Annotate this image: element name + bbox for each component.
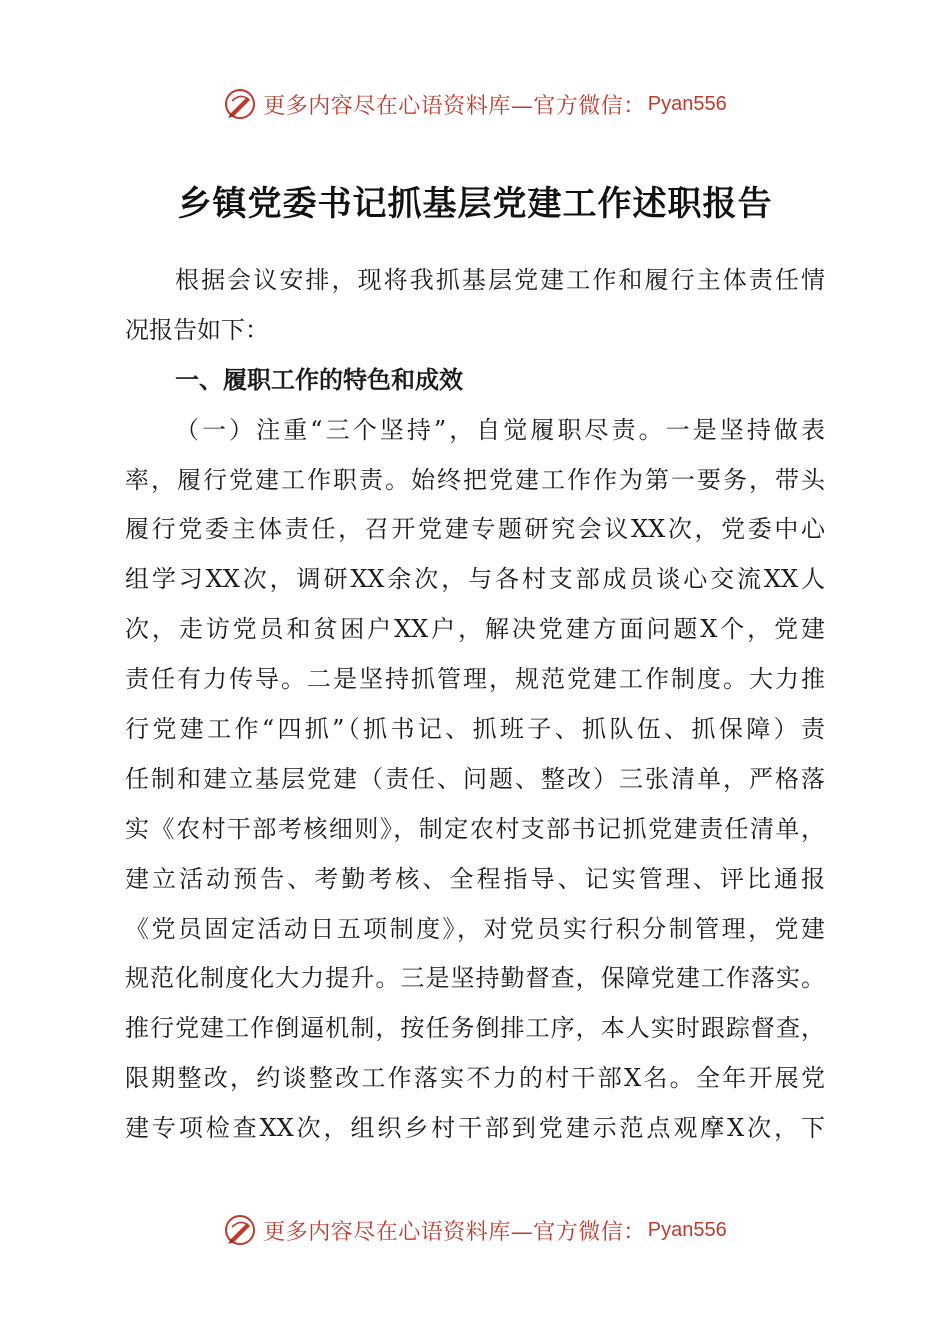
paragraph-line: 限期整改，约谈整改工作落实不力的村干部X名。全年开展党 [125,1064,825,1093]
pen-logo-icon [223,1213,257,1247]
paragraph-line: 建专项检查XX次，组织乡村干部到党建示范点观摩X次，下 [125,1114,825,1143]
paragraph-line: 次，走访党员和贫困户XX户，解决党建方面问题X个，党建 [125,615,825,644]
intro-line: 根据会议安排，现将我抓基层党建工作和履行主体责任情 [175,266,825,294]
paragraph-line: 履行党委主体责任，召开党建专题研究会议XX次，党委中心 [125,515,825,544]
paragraph-line: 规范化制度化大力提升。三是坚持勤督查，保障党建工作落实。 [125,964,825,993]
document-title: 乡镇党委书记抓基层党建工作述职报告 [177,184,773,224]
watermark-wechat-id: Pyan556 [647,1218,727,1241]
paragraph-line: 责任有力传导。二是坚持抓管理，规范党建工作制度。大力推 [125,665,825,694]
paragraph-line: （一）注重“三个坚持”，自觉履职尽责。一是坚持做表 [175,415,825,444]
paragraph-line: 《党员固定活动日五项制度》，对党员实行积分制管理，党建 [125,914,825,943]
paragraph-line: 推行党建工作倒逼机制，按任务倒排工序，本人实时跟踪督查， [125,1014,825,1043]
watermark-wechat-id: Pyan556 [647,92,727,115]
paragraph-line: 组学习XX次，调研XX余次，与各村支部成员谈心交流XX人 [125,565,825,594]
paragraph-line: 实《农村干部考核细则》，制定农村支部书记抓党建责任清单， [125,814,825,843]
paragraph-line: 建立活动预告、考勤考核、全程指导、记实管理、评比通报 [125,864,825,893]
section-heading: 一、履职工作的特色和成效 [175,365,463,394]
document-body [125,256,825,1154]
intro-line: 况报告如下： [125,315,269,344]
paragraph-line: 任制和建立基层党建（责任、问题、整改）三张清单，严格落 [125,764,825,793]
paragraph-line: 率，履行党建工作职责。始终把党建工作作为第一要务，带头 [125,465,825,494]
watermark-banner-top [0,84,950,124]
watermark-text: 更多内容尽在心语资料库—官方微信： [263,1219,646,1245]
pen-logo-icon [223,87,257,121]
watermark-text: 更多内容尽在心语资料库—官方微信： [263,93,646,119]
paragraph-line: 行党建工作“四抓”（抓书记、抓班子、抓队伍、抓保障）责 [125,715,825,744]
watermark-banner-bottom [0,1210,950,1250]
